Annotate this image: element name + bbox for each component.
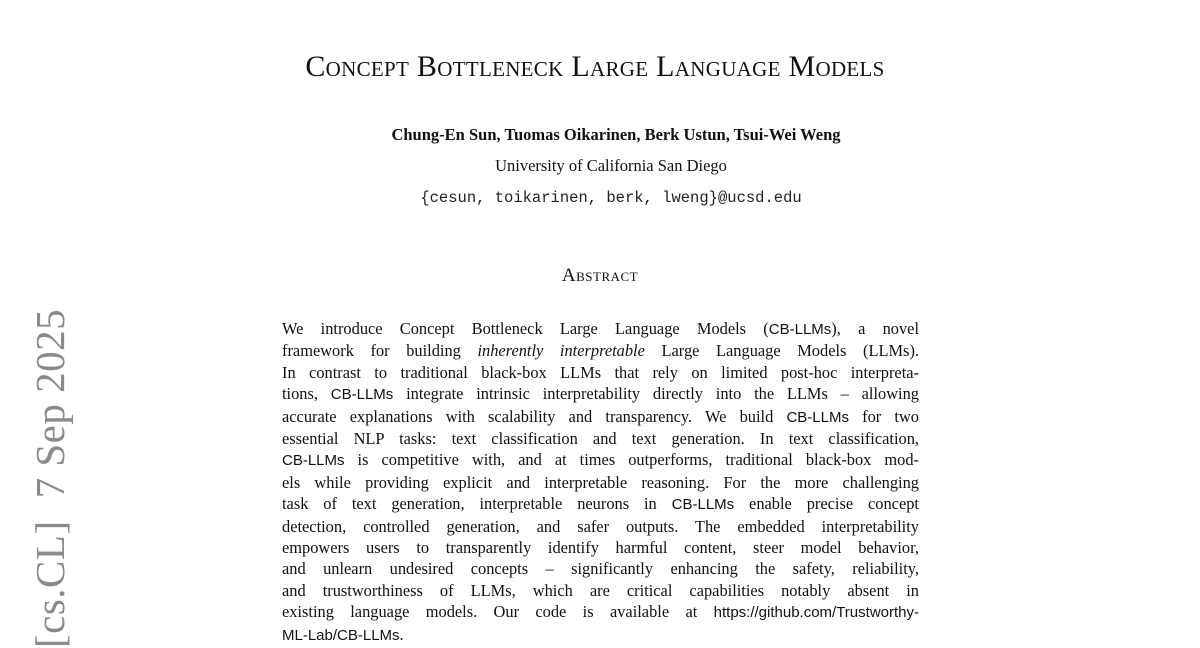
abstract-line — [282, 318, 919, 340]
abstract-emphasis: inherently interpretable — [477, 341, 645, 361]
abstract-sans-term: https://github.com/Trustworthy- — [713, 604, 919, 622]
affiliation: University of California San Diego — [495, 156, 727, 175]
abstract-sans-term: CB-LLMs — [671, 496, 735, 514]
abstract-line — [282, 406, 919, 428]
abstract-sans-term: CB-LLMs — [282, 452, 345, 470]
abstract-sans-term: CB-LLMs — [330, 386, 394, 404]
arxiv-side-stamp — [27, 308, 73, 648]
abstract-text: and trustworthiness of LLMs, which are critical capabilities notably absent in — [282, 580, 919, 600]
abstract-text: . — [399, 624, 404, 644]
abstract-line — [282, 558, 919, 579]
abstract-text: framework for building — [282, 341, 478, 361]
abstract-line — [282, 428, 919, 449]
abstract-line — [282, 493, 919, 515]
abstract-text: In contrast to traditional black-box LLMs that rely on limited post-hoc interpreta- — [282, 362, 919, 382]
abstract-text: is competitive with, and at times outperforms, traditional black-box mod- — [344, 450, 919, 470]
abstract-text: existing language models. Our code is available at — [282, 602, 714, 622]
abstract-line — [282, 624, 919, 646]
author-list: Chung-En Sun, Tuomas Oikarinen, Berk Ustun, Tsui-Wei Weng — [391, 125, 841, 144]
abstract-text: integrate intrinsic interpretability directly into the LLMs – allowing — [393, 384, 919, 404]
abstract-body — [282, 318, 919, 646]
abstract-line — [282, 383, 919, 405]
abstract-text: We introduce Concept Bottleneck Large Language Models ( — [282, 319, 769, 338]
abstract-text: accurate explanations with scalability and transparency. We build — [282, 406, 787, 426]
abstract-line — [282, 580, 919, 601]
abstract-text: enable precise concept — [734, 494, 919, 514]
abstract-text: essential NLP tasks: text classification and text generation. In text classification, — [282, 429, 919, 449]
abstract-text: Large Language Models (LLMs). — [644, 341, 919, 361]
abstract-text: tions, — [282, 384, 331, 404]
abstract-line — [282, 472, 919, 493]
author-emails: {cesun, toikarinen, berk, lweng}@ucsd.edu — [420, 189, 802, 207]
abstract-line — [282, 362, 919, 383]
abstract-text: and unlearn undesired concepts – significantly enhancing the safety, reliability, — [282, 559, 919, 579]
abstract-sans-term: CB-LLMs — [786, 408, 849, 426]
abstract-text: els while providing explicit and interpretable reasoning. For the more challenging — [282, 472, 919, 492]
abstract-text: ), a novel — [831, 319, 919, 338]
paper-title: Concept Bottleneck Large Language Models — [305, 50, 885, 83]
arxiv-date: 7 Sep 2025 — [27, 308, 73, 499]
abstract-heading: Abstract — [561, 265, 639, 286]
abstract-line — [282, 601, 919, 623]
abstract-line — [282, 537, 919, 558]
abstract-text: detection, controlled generation, and safer outputs. The embedded interpretability — [282, 516, 919, 536]
abstract-text: for two — [848, 406, 919, 426]
arxiv-category: [cs.CL] — [27, 520, 73, 648]
abstract-line — [282, 449, 919, 471]
abstract-text: empowers users to transparently identify harmful content, steer model behavior, — [282, 538, 919, 558]
abstract-sans-term: ML-Lab/CB-LLMs — [282, 626, 400, 644]
abstract-sans-term: CB-LLMs — [768, 321, 832, 338]
abstract-line — [282, 516, 919, 537]
abstract-line — [282, 340, 919, 361]
abstract-text: task of text generation, interpretable neurons in — [282, 494, 672, 514]
